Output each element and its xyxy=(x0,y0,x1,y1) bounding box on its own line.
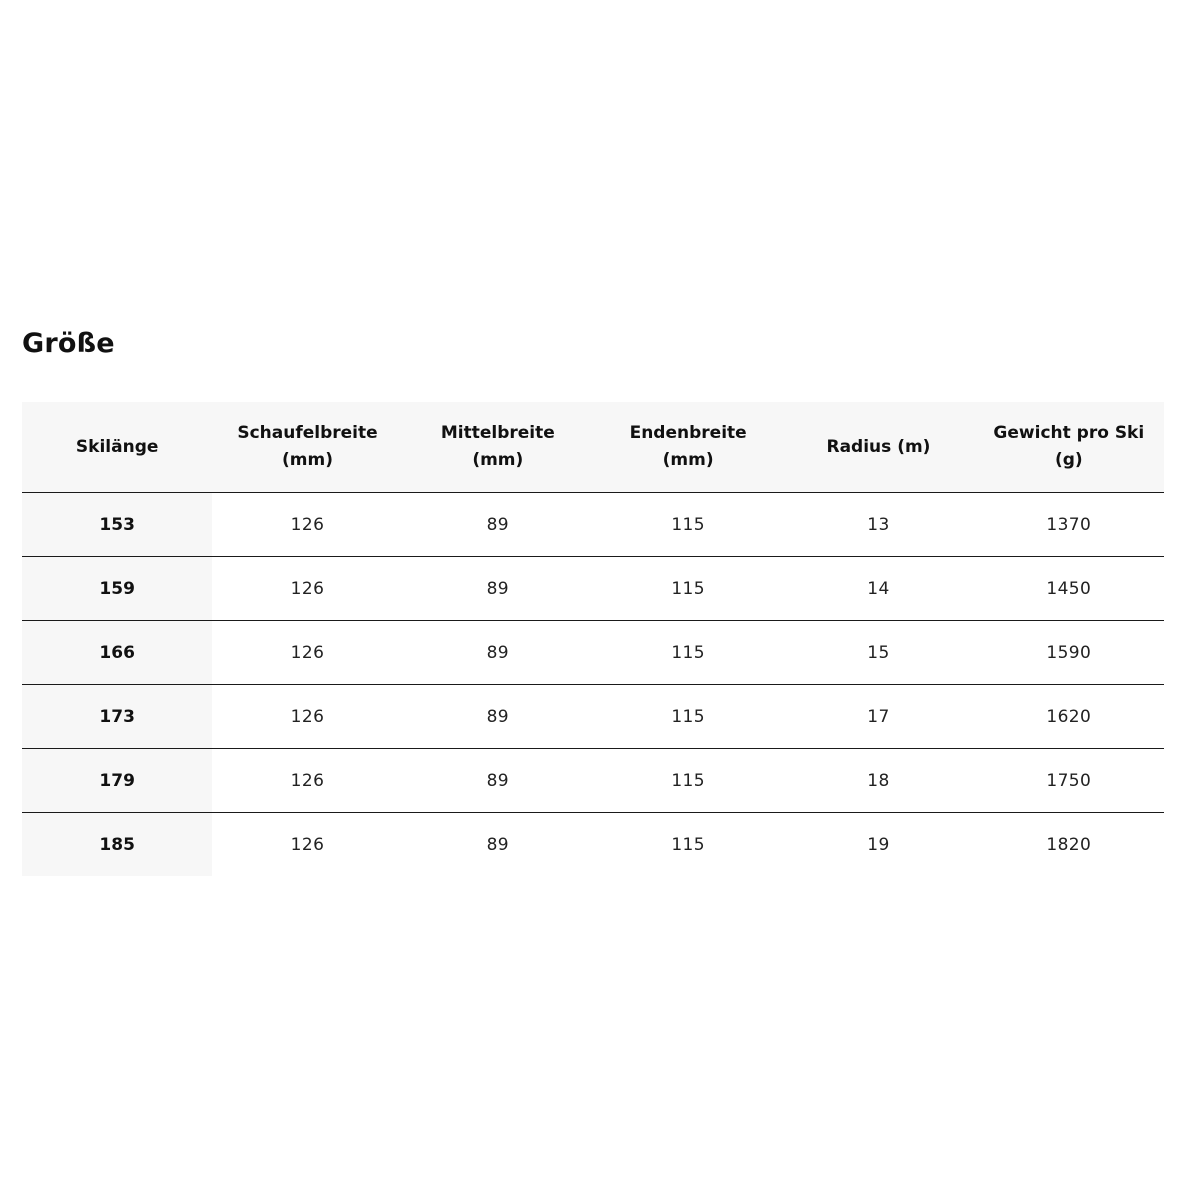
waist-width-cell: 89 xyxy=(486,834,510,855)
weight-cell: 1590 xyxy=(974,621,1164,685)
tail-width-cell: 115 xyxy=(593,749,783,813)
ski-length-cell: 173 xyxy=(22,685,212,749)
radius-cell: 15 xyxy=(783,621,973,685)
waist-width-cell: 89 xyxy=(403,557,593,621)
table-header-row xyxy=(22,402,1164,493)
radius-cell: 17 xyxy=(783,685,973,749)
column-header-ski-length: Skilänge xyxy=(22,402,212,493)
tip-width-cell: 126 xyxy=(212,685,402,749)
ski-length-cell: 185 xyxy=(22,813,212,877)
tip-width-cell: 126 xyxy=(212,493,402,557)
ski-length-cell: 153 xyxy=(22,493,212,557)
radius-cell: 18 xyxy=(783,749,973,813)
radius-cell: 19 xyxy=(867,834,890,855)
size-table xyxy=(22,402,1164,876)
waist-width-cell: 89 xyxy=(403,621,593,685)
radius-cell: 14 xyxy=(783,557,973,621)
weight-cell: 1450 xyxy=(974,557,1164,621)
ski-length-cell: 179 xyxy=(22,749,212,813)
column-header-tip-width: Schaufelbreite (mm) xyxy=(212,402,402,493)
ski-length-cell: 159 xyxy=(22,557,212,621)
table-row xyxy=(22,685,1164,749)
weight-cell: 1820 xyxy=(1046,834,1092,855)
table-row xyxy=(22,749,1164,813)
tail-width-cell: 115 xyxy=(593,685,783,749)
table-row xyxy=(22,557,1164,621)
tip-width-cell: 126 xyxy=(290,834,325,855)
weight-cell: 1370 xyxy=(974,493,1164,557)
tip-width-cell: 126 xyxy=(212,557,402,621)
column-header-weight: Gewicht pro Ski (g) xyxy=(974,402,1164,493)
waist-width-cell: 89 xyxy=(403,493,593,557)
tip-width-cell: 126 xyxy=(212,749,402,813)
table-row xyxy=(22,813,1164,877)
column-header-radius: Radius (m) xyxy=(783,402,973,493)
table-row xyxy=(22,493,1164,557)
tail-width-cell: 115 xyxy=(671,834,705,855)
tip-width-cell: 126 xyxy=(212,621,402,685)
page-title: Größe xyxy=(22,328,115,359)
column-header-tail-width: Endenbreite (mm) xyxy=(593,402,783,493)
waist-width-cell: 89 xyxy=(403,749,593,813)
waist-width-cell: 89 xyxy=(403,685,593,749)
weight-cell: 1620 xyxy=(974,685,1164,749)
radius-cell: 13 xyxy=(783,493,973,557)
tail-width-cell: 115 xyxy=(593,557,783,621)
ski-length-cell: 166 xyxy=(22,621,212,685)
tail-width-cell: 115 xyxy=(593,493,783,557)
table-row xyxy=(22,621,1164,685)
tail-width-cell: 115 xyxy=(593,621,783,685)
weight-cell: 1750 xyxy=(974,749,1164,813)
column-header-waist-width: Mittelbreite (mm) xyxy=(403,402,593,493)
